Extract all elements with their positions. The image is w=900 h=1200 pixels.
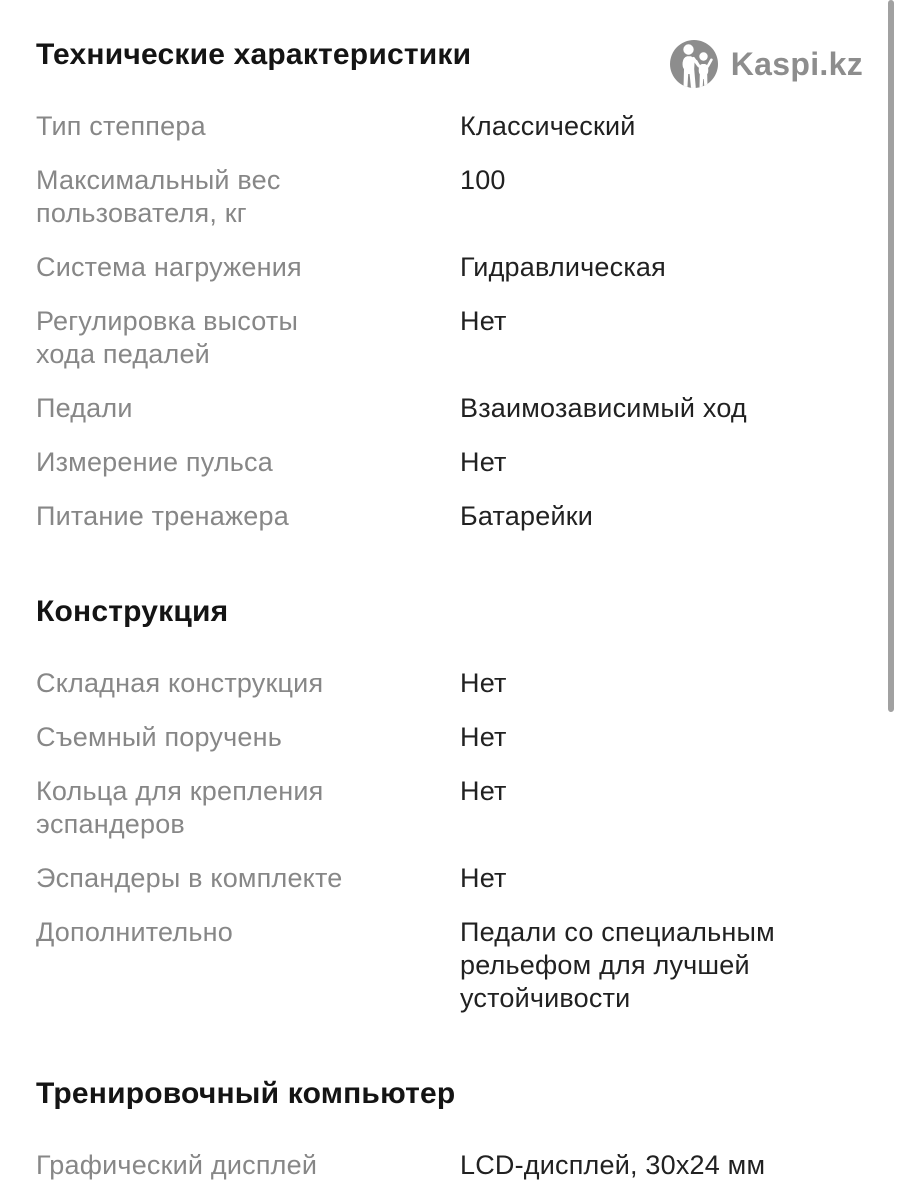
spec-label — [36, 775, 460, 841]
spec-label-text: Измерение пульса — [36, 447, 273, 477]
spec-value — [460, 251, 860, 284]
section-rows — [36, 110, 860, 533]
section-title: Технические характеристики — [36, 38, 472, 71]
spec-label — [36, 916, 460, 949]
spec-label-text: Эспандеры в комплекте — [36, 863, 343, 893]
section-rows — [36, 1149, 860, 1182]
spec-label-text: Система нагружения — [36, 252, 302, 282]
spec-label-text: Педали — [36, 393, 133, 423]
spec-row — [36, 251, 860, 284]
spec-row — [36, 862, 860, 895]
spec-row — [36, 916, 860, 1015]
kaspi-logo-text: Kaspi.kz — [730, 45, 863, 82]
spec-label-text: Тип степпера — [36, 111, 206, 141]
spec-value — [460, 500, 860, 533]
spec-row — [36, 305, 860, 371]
spec-value — [460, 446, 860, 479]
spec-row — [36, 775, 860, 841]
scrollbar-thumb[interactable] — [888, 0, 894, 712]
spec-label-text: Максимальный вес пользователя, кг — [36, 165, 281, 228]
spec-value — [460, 164, 860, 197]
spec-value-text: Нет — [460, 776, 507, 806]
spec-value — [460, 916, 860, 1015]
spec-section — [36, 36, 860, 533]
spec-label — [36, 862, 460, 895]
spec-row — [36, 1149, 860, 1182]
spec-section — [36, 1075, 860, 1182]
spec-label — [36, 446, 460, 479]
spec-row — [36, 721, 860, 754]
spec-label — [36, 500, 460, 533]
specs-container — [36, 36, 860, 1182]
spec-row — [36, 110, 860, 143]
spec-label — [36, 1149, 460, 1182]
spec-value-text: Нет — [460, 668, 507, 698]
spec-value — [460, 721, 860, 754]
spec-value-text: Нет — [460, 306, 507, 336]
spec-value-text: Нет — [460, 447, 507, 477]
spec-value-text: Нет — [460, 722, 507, 752]
kaspi-logo-icon — [670, 40, 718, 88]
spec-value-text: 100 — [460, 165, 506, 195]
spec-label-text: Питание тренажера — [36, 501, 289, 531]
spec-row — [36, 500, 860, 533]
section-rows — [36, 667, 860, 1015]
kaspi-logo — [670, 40, 863, 88]
spec-value-text: Классический — [460, 111, 636, 141]
spec-label-text: Складная конструкция — [36, 668, 324, 698]
spec-value — [460, 392, 860, 425]
spec-label-text: Графический дисплей — [36, 1150, 318, 1180]
spec-row — [36, 392, 860, 425]
spec-value — [460, 1149, 860, 1182]
spec-row — [36, 446, 860, 479]
spec-value-text: Гидравлическая — [460, 252, 666, 282]
spec-label-text: Кольца для крепления эспандеров — [36, 776, 324, 839]
spec-value — [460, 305, 860, 338]
spec-value — [460, 110, 860, 143]
section-title: Тренировочный компьютер — [36, 1077, 456, 1110]
spec-label-text: Дополнительно — [36, 917, 233, 947]
spec-label — [36, 667, 460, 700]
spec-label — [36, 392, 460, 425]
spec-label — [36, 164, 460, 230]
spec-value-text: LCD-дисплей, 30x24 мм — [460, 1150, 766, 1180]
spec-value-text: Нет — [460, 863, 507, 893]
spec-label-text: Съемный поручень — [36, 722, 282, 752]
spec-value-text: Педали со специальным рельефом для лучшей устойчивости — [460, 917, 775, 1013]
spec-label-text: Регулировка высоты хода педалей — [36, 306, 299, 369]
spec-value-text: Батарейки — [460, 501, 594, 531]
spec-value-text: Взаимозависимый ход — [460, 393, 747, 423]
spec-row — [36, 667, 860, 700]
spec-label — [36, 110, 460, 143]
spec-value — [460, 667, 860, 700]
spec-label — [36, 305, 460, 371]
section-title: Конструкция — [36, 595, 229, 628]
spec-section — [36, 593, 860, 1015]
spec-value — [460, 775, 860, 808]
spec-label — [36, 251, 460, 284]
spec-value — [460, 862, 860, 895]
spec-row — [36, 164, 860, 230]
spec-label — [36, 721, 460, 754]
